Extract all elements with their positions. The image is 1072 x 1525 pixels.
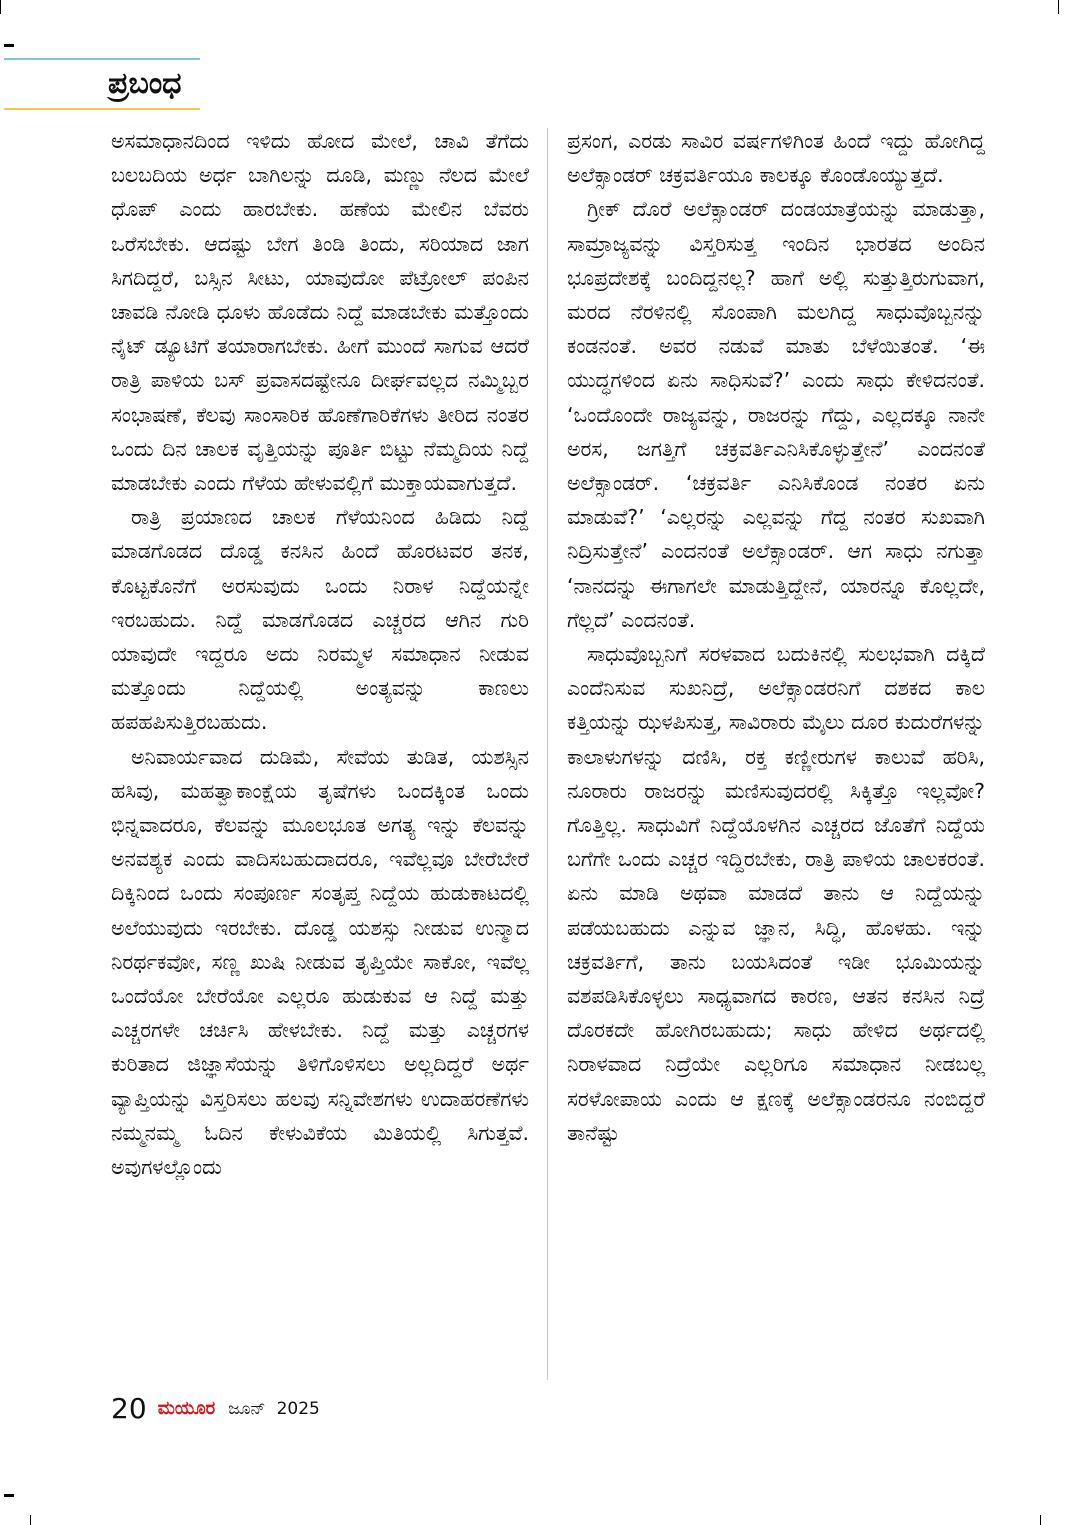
crop-mark	[0, 0, 1, 14]
paragraph: ಅನಿವಾರ್ಯವಾದ ದುಡಿಮೆ, ಸೇವೆಯ ತುಡಿತ, ಯಶಸ್ಸಿನ ಹಸಿವು, ಮಹತ್ವಾಕಾಂಕ್ಷೆಯ ತೃಷೆಗಳು ಒಂದಕ್ಕಿಂತ ಒಂದು ಭಿನ್ನವಾದರೂ, ಕೆಲವನ್ನು ಮೂಲಭೂತ ಅಗತ್ಯ ಇನ್ನು ಕೆಲವನ್ನು ಅನವಶ್ಯಕ ಎಂದು ವಾದಿಸಬಹುದಾದರೂ, ಇವೆಲ್ಲವೂ ಬೇರೆಬೇರೆ ದಿಕ್ಕಿನಿಂದ ಒಂದು ಸಂಪೂರ್ಣ ಸಂತೃಪ್ತ ನಿದ್ದೆಯ ಹುಡುಕಾಟದಲ್ಲಿ ಅಲೆಯುವುದು ಇರಬೇಕು. ದೊಡ್ಡ ಯಶಸ್ಸು ನೀಡುವ ಉನ್ಮಾದ ನಿರರ್ಥಕವೋ, ಸಣ್ಣ ಖುಷಿ ನೀಡುವ ತೃಪ್ತಿಯೇ ಸಾಕೋ, ಇವೆಲ್ಲ ಒಂದೆಯೋ ಬೇರೆಯೋ ಎಲ್ಲರೂ ಹುಡುಕುವ ಆ ನಿದ್ದೆ ಮತ್ತು ಎಚ್ಚರಗಳೇ ಚರ್ಚಿಸಿ ಹೇಳಬೇಕು. ನಿದ್ದೆ ಮತ್ತು ಎಚ್ಚರಗಳ ಕುರಿತಾದ ಜಿಜ್ಞಾಸೆಯನ್ನು ತಿಳಿಗೊಳಿಸಲು ಅಲ್ಲದಿದ್ದರೆ ಅರ್ಥ ವ್ಯಾಪ್ತಿಯನ್ನು ವಿಸ್ತರಿಸಲು ಹಲವು ಸನ್ನಿವೇಶಗಳು ಉದಾಹರಣೆಗಳು ನಮ್ಮನಮ್ಮ ಓದಿನ ಕೇಳುವಿಕೆಯ ಮಿತಿಯಲ್ಲಿ ಸಿಗುತ್ತವೆ. ಅವುಗಳಲ್ಲೊಂದು	[111, 744, 529, 1180]
issue-year: 2025	[276, 1398, 320, 1419]
right-column	[567, 124, 985, 1150]
crop-mark	[1040, 1515, 1041, 1525]
left-column	[111, 124, 529, 1184]
section-header	[4, 58, 200, 110]
crop-mark	[4, 44, 14, 47]
crop-mark	[1058, 0, 1059, 14]
paragraph: ಸಾಧುವೊಬ್ಬನಿಗೆ ಸರಳವಾದ ಬದುಕಿನಲ್ಲಿ ಸುಲಭವಾಗಿ ದಕ್ಕಿದೆ ಎಂದೆನಿಸುವ ಸುಖನಿದ್ರೆ, ಅಲೆಕ್ಸಾಂಡರನಿಗೆ ದಶಕದ ಕಾಲ ಕತ್ತಿಯನ್ನು ಝಳಪಿಸುತ್ತ, ಸಾವಿರಾರು ಮೈಲು ದೂರ ಕುದುರೆಗಳನ್ನು ಕಾಲಾಳುಗಳನ್ನು ದಣಿಸಿ, ರಕ್ತ ಕಣ್ಣೀರುಗಳ ಕಾಲುವೆ ಹರಿಸಿ, ನೂರಾರು ರಾಜರನ್ನು ಮಣಿಸುವುದರಲ್ಲಿ ಸಿಕ್ಕಿತ್ತೊ ಇಲ್ಲವೋ? ಗೊತ್ತಿಲ್ಲ. ಸಾಧುವಿಗೆ ನಿದ್ದೆಯೊಳಗಿನ ಎಚ್ಚರದ ಜೊತೆಗೆ ನಿದ್ದೆಯ ಬಗೆಗೇ ಒಂದು ಎಚ್ಚರ ಇದ್ದಿರಬೇಕು, ರಾತ್ರಿ ಪಾಳಿಯ ಚಾಲಕರಂತೆ. ಏನು ಮಾಡಿ ಅಥವಾ ಮಾಡದೆ ತಾನು ಆ ನಿದ್ದೆಯನ್ನು ಪಡೆಯಬಹುದು ಎನ್ನುವ ಜ್ಞಾನ, ಸಿದ್ಧಿ, ಹೊಳಹು. ಇನ್ನು ಚಕ್ರವರ್ತಿಗೆ, ತಾನು ಬಯಸಿದಂತೆ ಇಡೀ ಭೂಮಿಯನ್ನು ವಶಪಡಿಸಿಕೊಳ್ಳಲು ಸಾಧ್ಯವಾಗದ ಕಾರಣ, ಆತನ ಕನಸಿನ ನಿದ್ರೆ ದೊರಕದೇ ಹೋಗಿರಬಹುದು; ಸಾಧು ಹೇಳಿದ ಅರ್ಥದಲ್ಲಿ ನಿರಾಳವಾದ ನಿದ್ರೆಯೇ ಎಲ್ಲರಿಗೂ ಸಮಾಧಾನ ನೀಡಬಲ್ಲ ಸರಳೋಪಾಯ ಎಂದು ಆ ಕ್ಷಣಕ್ಕೆ ಅಲೆಕ್ಸಾಂಡರನೂ ನಂಬಿದ್ದರೆ ತಾನೆಷ್ಟು	[567, 642, 985, 1145]
paragraph: ಪ್ರಸಂಗ, ಎರಡು ಸಾವಿರ ವರ್ಷಗಳಿಗಿಂತ ಹಿಂದೆ ಇದ್ದು ಹೋಗಿದ್ದ ಅಲೆಕ್ಸಾಂಡರ್ ಚಕ್ರವರ್ತಿಯೂ ಕಾಲಕ್ಕೂ ಕೊಂಡೊಯ್ಯುತ್ತದೆ.	[567, 129, 985, 188]
magazine-name: ಮಯೂರ	[157, 1398, 216, 1419]
page-number: 20	[111, 1392, 147, 1425]
header-rule-top	[4, 58, 200, 60]
section-title: ಪ್ರಬಂಧ	[108, 66, 182, 101]
page-footer	[111, 1392, 320, 1428]
crop-mark	[30, 1515, 31, 1525]
paragraph: ಗ್ರೀಕ್ ದೊರೆ ಅಲೆಕ್ಸಾಂಡರ್ ದಂಡಯಾತ್ರೆಯನ್ನು ಮಾಡುತ್ತಾ, ಸಾಮ್ರಾಜ್ಯವನ್ನು ವಿಸ್ತರಿಸುತ್ತ ಇಂದಿನ ಭಾರತದ ಅಂದಿನ ಭೂಪ್ರದೇಶಕ್ಕೆ ಬಂದಿದ್ದನಲ್ಲ? ಹಾಗೆ ಅಲ್ಲಿ ಸುತ್ತುತ್ತಿರುಗುವಾಗ, ಮರದ ನೆರಳಿನಲ್ಲಿ ಸೊಂಪಾಗಿ ಮಲಗಿದ್ದ ಸಾಧುವೊಬ್ಬನನ್ನು ಕಂಡನಂತೆ. ಅವರ ನಡುವೆ ಮಾತು ಬೆಳೆಯಿತಂತೆ. ‘ಈ ಯುದ್ಧಗಳಿಂದ ಏನು ಸಾಧಿಸುವೆ?’ ಎಂದು ಸಾಧು ಕೇಳಿದನಂತೆ. ‘ಒಂದೊಂದೇ ರಾಜ್ಯವನ್ನು, ರಾಜರನ್ನು ಗೆದ್ದು, ಎಲ್ಲದಕ್ಕೂ ನಾನೇ ಅರಸ, ಜಗತ್ತಿಗೆ ಚಕ್ರವರ್ತಿಎನಿಸಿಕೊಳ್ಳುತ್ತೇನೆ’ ಎಂದನಂತೆ ಅಲೆಕ್ಸಾಂಡರ್. ‘ಚಕ್ರವರ್ತಿ ಎನಿಸಿಕೊಂಡ ನಂತರ ಏನು ಮಾಡುವೆ?’ ‘ಎಲ್ಲರನ್ನು ಎಲ್ಲವನ್ನು ಗೆದ್ದ ನಂತರ ಸುಖವಾಗಿ ನಿದ್ರಿಸುತ್ತೇನೆ’ ಎಂದನಂತೆ ಅಲೆಕ್ಸಾಂಡರ್. ಆಗ ಸಾಧು ನಗುತ್ತಾ ‘ನಾನದನ್ನು ಈಗಾಗಲೇ ಮಾಡುತ್ತಿದ್ದೇನೆ, ಯಾರನ್ನೂ ಕೊಲ್ಲದೇ, ಗೆಲ್ಲದೆ’ ಎಂದನಂತೆ.	[567, 197, 985, 632]
header-rule-bottom	[4, 108, 200, 110]
paragraph: ಅಸಮಾಧಾನದಿಂದ ಇಳಿದು ಹೋದ ಮೇಲೆ, ಚಾವಿ ತೆಗೆದು ಬಲಬದಿಯ ಅರ್ಧ ಬಾಗಿಲನ್ನು ದೂಡಿ, ಮಣ್ಣು ನೆಲದ ಮೇಲೆ ಧೊಪ್ ಎಂದು ಹಾರಬೇಕು. ಹಣೆಯ ಮೇಲಿನ ಬೆವರು ಒರೆಸಬೇಕು. ಆದಷ್ಟು ಬೇಗ ತಿಂಡಿ ತಿಂದು, ಸರಿಯಾದ ಜಾಗ ಸಿಗದಿದ್ದರೆ, ಬಸ್ಸಿನ ಸೀಟು, ಯಾವುದೋ ಪೆಟ್ರೋಲ್ ಪಂಪಿನ ಚಾವಡಿ ನೋಡಿ ಧೂಳು ಹೊಡೆದು ನಿದ್ದೆ ಮಾಡಬೇಕು ಮತ್ತೊಂದು ನೈಟ್ ಡ್ಯೂಟಿಗೆ ತಯಾರಾಗಬೇಕು. ಹೀಗೆ ಮುಂದೆ ಸಾಗುವ ಆದರೆ ರಾತ್ರಿ ಪಾಳಿಯ ಬಸ್ ಪ್ರವಾಸದಷ್ಟೇನೂ ದೀರ್ಘವಲ್ಲದ ನಮ್ಮಿಬ್ಬರ ಸಂಭಾಷಣೆ, ಕೆಲವು ಸಾಂಸಾರಿಕ ಹೊಣೆಗಾರಿಕೆಗಳು ತೀರಿದ ನಂತರ ಒಂದು ದಿನ ಚಾಲಕ ವೃತ್ತಿಯನ್ನು ಪೂರ್ತಿ ಬಿಟ್ಟು ನೆಮ್ಮದಿಯ ನಿದ್ದೆ ಮಾಡಬೇಕು ಎಂದು ಗೆಳೆಯ ಹೇಳುವಲ್ಲಿಗೆ ಮುಕ್ತಾಯವಾಗುತ್ತದೆ.	[111, 129, 529, 496]
column-divider	[547, 128, 548, 1380]
issue-month: ಜೂನ್	[228, 1398, 266, 1419]
paragraph: ರಾತ್ರಿ ಪ್ರಯಾಣದ ಚಾಲಕ ಗೆಳೆಯನಿಂದ ಹಿಡಿದು ನಿದ್ದೆ ಮಾಡಗೊಡದ ದೊಡ್ಡ ಕನಸಿನ ಹಿಂದೆ ಹೊರಟವರ ತನಕ, ಕೊಟ್ಟಕೊನೆಗೆ ಅರಸುವುದು ಒಂದು ನಿರಾಳ ನಿದ್ದೆಯನ್ನೇ ಇರಬಹುದು. ನಿದ್ದೆ ಮಾಡಗೊಡದ ಎಚ್ಚರದ ಆಗಿನ ಗುರಿ ಯಾವುದೇ ಇದ್ದರೂ ಅದು ನಿರಮ್ಮಳ ಸಮಾಧಾನ ನೀಡುವ ಮತ್ತೊಂದು ನಿದ್ದೆಯಲ್ಲಿ ಅಂತ್ಯವನ್ನು ಕಾಣಲು ಹಪಹಪಿಸುತ್ತಿರಬಹುದು.	[111, 505, 529, 735]
crop-mark	[4, 1494, 14, 1497]
